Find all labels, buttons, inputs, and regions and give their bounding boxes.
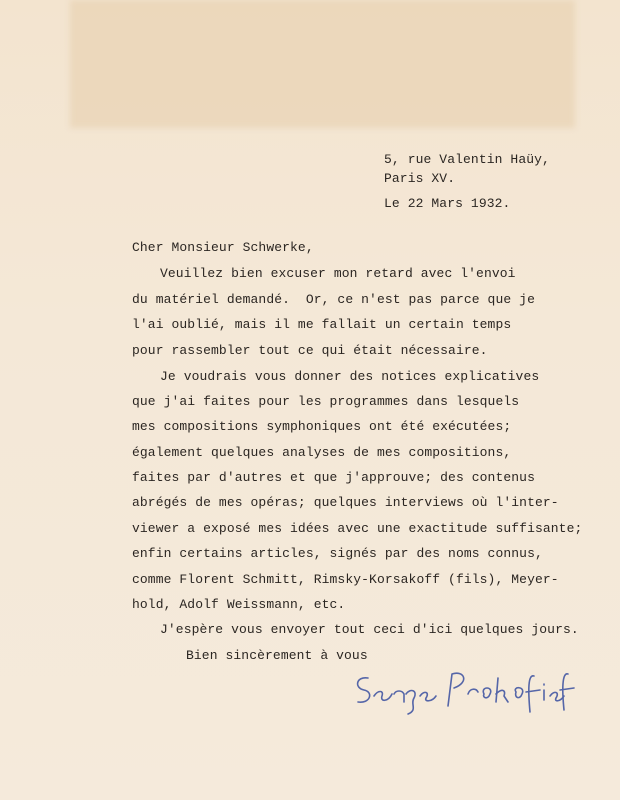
body-line: comme Florent Schmitt, Rimsky-Korsakoff (fils), Meyer- — [132, 572, 559, 587]
closing-line: Bien sincèrement à vous — [186, 648, 368, 663]
body-line: l'ai oublié, mais il me fallait un certain temps — [132, 317, 512, 332]
body-line: J'espère vous envoyer tout ceci d'ici quelques jours. — [160, 622, 579, 637]
body-line: Je voudrais vous donner des notices explicatives — [160, 369, 540, 384]
paper-discoloration — [70, 0, 575, 128]
body-line: enfin certains articles, signés par des noms connus, — [132, 546, 543, 561]
address-line-1: 5, rue Valentin Haüy, — [384, 152, 550, 167]
body-line: abrégés de mes opéras; quelques interviews où l'inter- — [132, 495, 559, 510]
letter-date: Le 22 Mars 1932. — [384, 196, 511, 211]
body-line: que j'ai faites pour les programmes dans lesquels — [132, 394, 520, 409]
body-line: du matériel demandé. Or, ce n'est pas parce que je — [132, 292, 535, 307]
body-line: faites par d'autres et que j'approuve; des contenus — [132, 470, 535, 485]
body-line: également quelques analyses de mes compositions, — [132, 445, 512, 460]
salutation: Cher Monsieur Schwerke, — [132, 240, 314, 255]
body-line: pour rassembler tout ce qui était nécessaire. — [132, 343, 488, 358]
body-line: mes compositions symphoniques ont été exécutées; — [132, 419, 512, 434]
body-line: hold, Adolf Weissmann, etc. — [132, 597, 346, 612]
body-line: Veuillez bien excuser mon retard avec l'envoi — [160, 266, 516, 281]
body-line: viewer a exposé mes idées avec une exactitude suffisante; — [132, 521, 583, 536]
address-line-2: Paris XV. — [384, 171, 456, 186]
signature-handwritten — [348, 660, 578, 720]
